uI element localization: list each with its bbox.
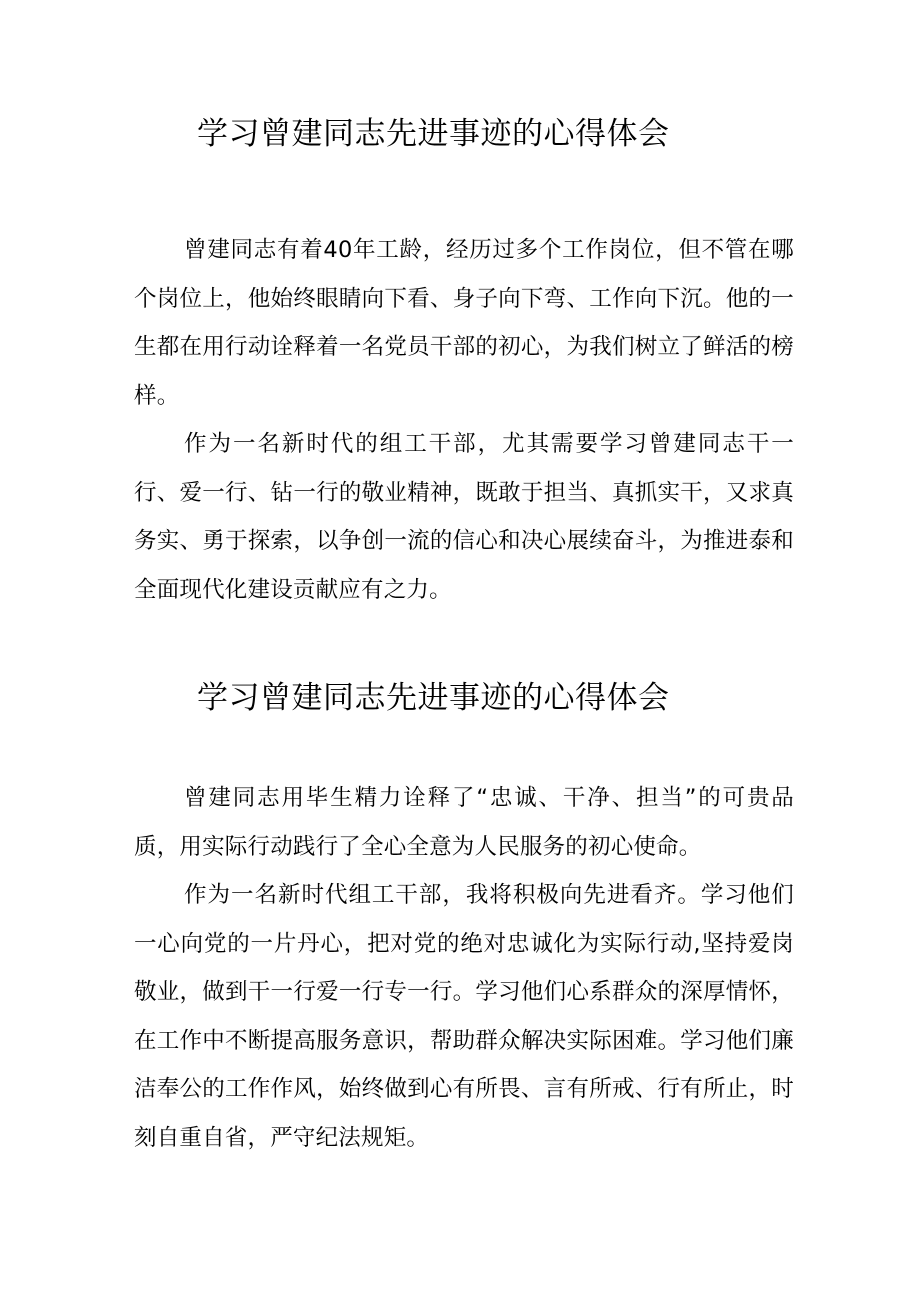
article-2-paragraph-2: 作为一名新时代组工干部，我将积极向先进看齐。学习他们一心向党的一片丹心，把对党的绝对忠诚化为实际行动,坚持爱岗敬业，做到干一行爱一行专一行。学习他们心系群众的深厚情怀，在工作中不断提高服务意识，帮助群众解决实际困难。学习他们廉洁奉公的工作作风，始终做到心有所畏、言有所戒、行有所止，时刻自重自省，严守纪法规矩。 [134,882,794,1151]
article-1 [134,112,794,614]
article-2-paragraph-1: 曾建同志用毕生精力诠释了“忠诚、干净、担当”的可贵品质，用实际行动践行了全心全意为人民服务的初心使命。 [134,785,794,860]
article-1-paragraph-2: 作为一名新时代的组工干部，尤其需要学习曾建同志干一行、爱一行、钻一行的敬业精神，既敢于担当、真抓实干，又求真务实、勇于探索，以争创一流的信心和决心展续奋斗，为推进泰和全面现代化建设贡献应有之力。 [134,431,794,603]
article-2-title: 学习曾建同志先进事迹的心得体会 [197,680,670,716]
article-1-paragraph-1: 曾建同志有着40年工龄，经历过多个工作岗位，但不管在哪个岗位上，他始终眼睛向下看、身子向下弯、工作向下沉。他的一生都在用行动诠释着一名党员干部的初心，为我们树立了鲜活的榜样。 [134,237,794,409]
article-1-title: 学习曾建同志先进事迹的心得体会 [197,116,670,152]
article-2 [134,676,794,1162]
